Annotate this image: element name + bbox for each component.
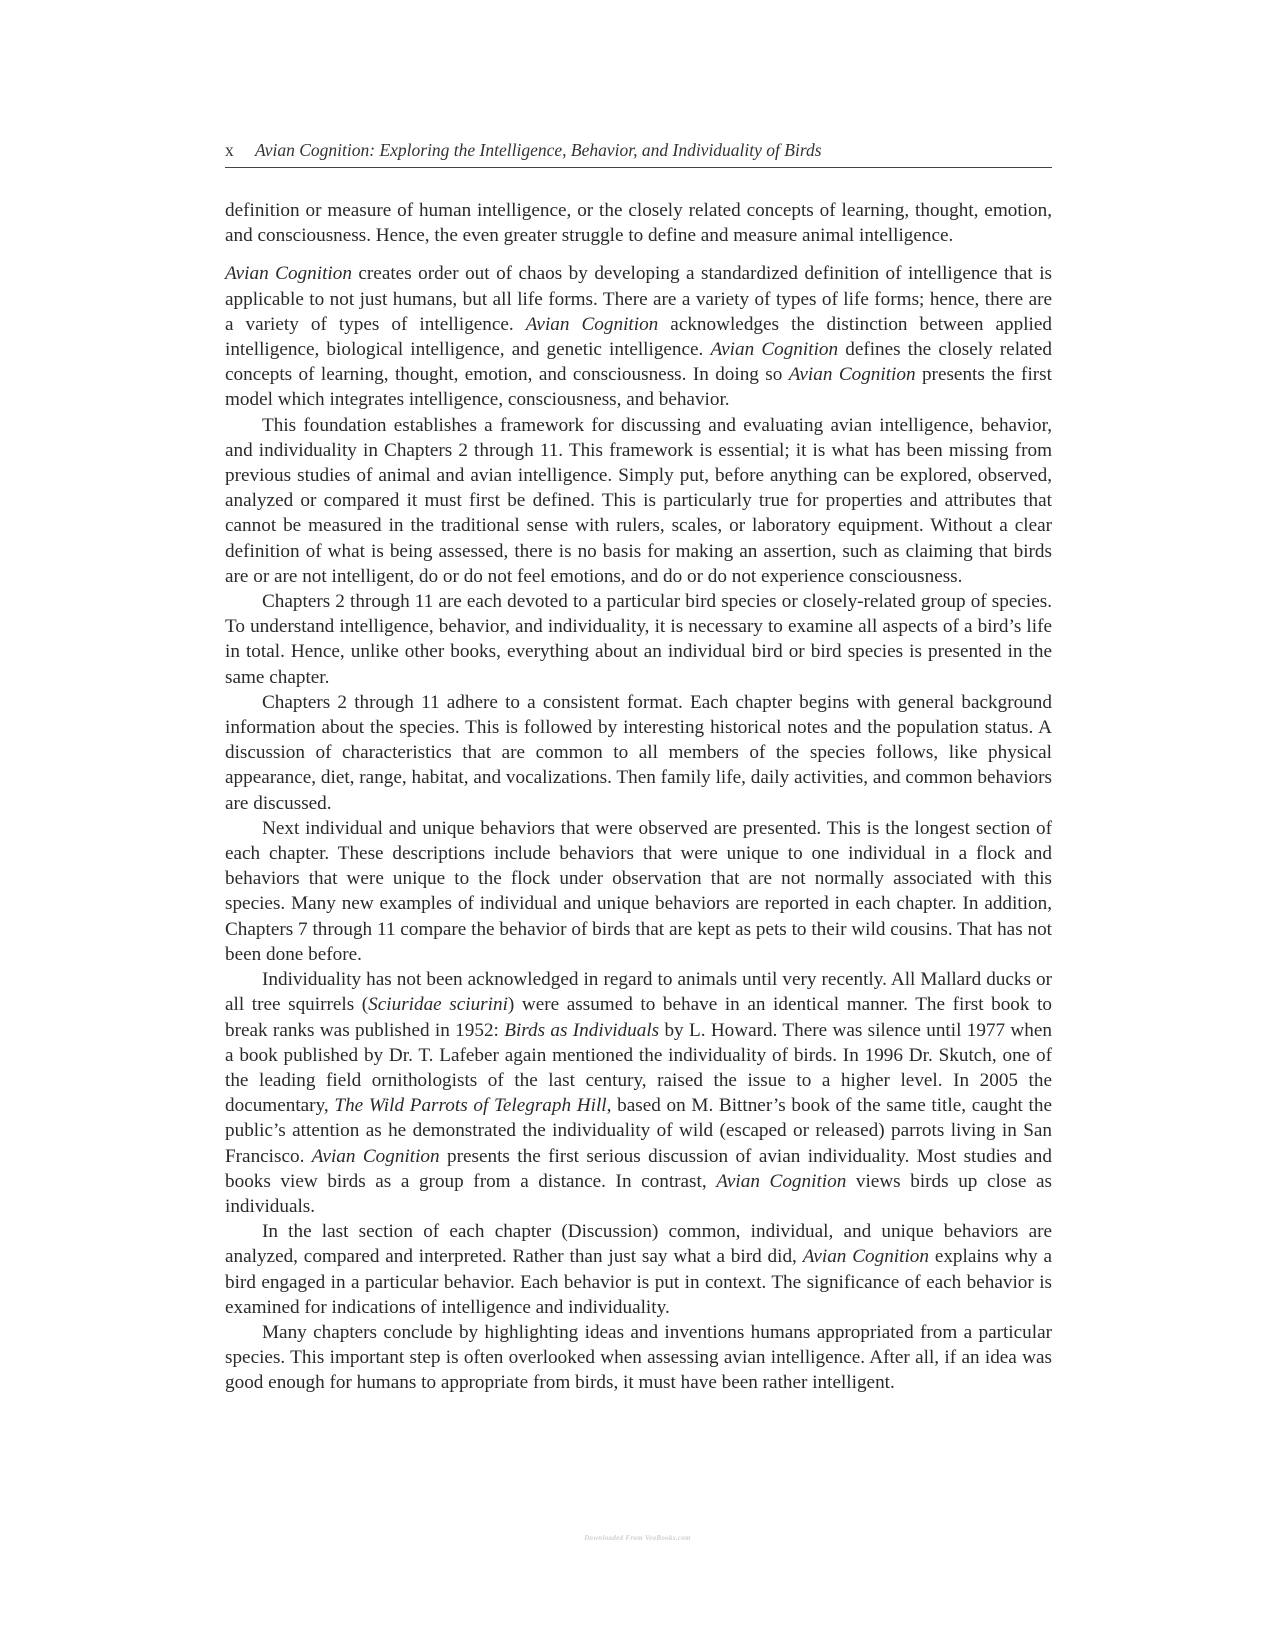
book-title-reference: Avian Cognition [225,263,352,285]
page [225,138,1052,1396]
paragraph-8: In the last section of each chapter (Discussion) common, individual, and unique behaviors are analyzed, compared and interpreted. Rather than just say what a bird did, Avian Cognition explains why a bird engaged in a particular behavior. Each behavior is put in context. The significance of each behavior is examined for indications of intelligence and individuality. [225,1221,1052,1318]
running-head [225,138,1052,168]
paragraph-4: Chapters 2 through 11 are each devoted to a particular bird species or closely-related group of species. To understand intelligence, behavior, and individuality, it is necessary to examine all aspects of a bird’s life in total. Hence, unlike other books, everything about an individual bird or bird species is presented in the same chapter. [225,591,1052,688]
page-number: x [225,140,234,160]
species-name: Sciuridae sciurini [368,994,508,1016]
paragraph-1: definition or measure of human intelligence, or the closely related concepts of learning, thought, emotion, and consciousness. Hence, the even greater struggle to define and measure animal intelligence. [225,200,1052,247]
book-title-reference: Avian Cognition [710,339,839,361]
paragraph-5: Chapters 2 through 11 adhere to a consistent format. Each chapter begins with general background information about the species. This is followed by interesting historical notes and the population status. A discussion of characteristics that are common to all members of the species follows, like physical appearance, diet, range, habitat, and vocalizations. Then family life, daily activities, and common behaviors are discussed. [225,691,1052,814]
paragraph-6: Next individual and unique behaviors that were observed are presented. This is the longest section of each chapter. These descriptions include behaviors that were unique to one individual in a flock and behaviors that were unique to the flock under observation that are not normally associated with this species. Many new examples of individual and unique behaviors are reported in each chapter. In addition, Chapters 7 through 11 compare the behavior of birds that are kept as pets to their wild cousins. That has not been done before. [225,817,1052,965]
paragraph-9: Many chapters conclude by highlighting ideas and inventions humans appropriated from a particular species. This important step is often overlooked when assessing avian intelligence. After all, if an idea was good enough for humans to appropriate from birds, it must have been rather intelligent. [225,1321,1052,1394]
paragraph-7: Individuality has not been acknowledged in regard to animals until very recently. All Mallard ducks or all tree squirrels (Sciuridae sciurini) were assumed to behave in an identical manner. The first book to break ranks was published in 1952: Birds as Individuals by L. Howard. There was silence until 1977 when a book published by Dr. T. Lafeber again mentioned the individuality of birds. In 1996 Dr. Skutch, one of the leading field ornithologists of the last century, raised the issue to a higher level. In 2005 the documentary, The Wild Parrots of Telegraph Hill, based on M. Bittner’s book of the same title, caught the public’s attention as he demonstrated the individuality of wild (escaped or released) parrots living in San Francisco. Avian Cognition presents the first serious discussion of avian individuality. Most studies and books view birds as a group from a distance. In contrast, Avian Cognition views birds up close as individuals. [225,969,1053,1217]
book-title-reference: Birds as Individuals [504,1019,660,1041]
book-title-reference: Avian Cognition [802,1246,929,1268]
documentary-title: The Wild Parrots of Telegraph Hill [334,1095,607,1117]
book-title-reference: Avian Cognition [311,1145,440,1167]
paragraph-3: This foundation establishes a framework for discussing and evaluating avian intelligence, behavior, and individuality in Chapters 2 through 11. This framework is essential; it is what has been missing from previous studies of animal and avian intelligence. Simply put, before anything can be explored, observed, analyzed or compared it must first be defined. This is particularly true for properties and attributes that cannot be measured in the traditional sense with rulers, scales, or laboratory equipment. Without a clear definition of what is being assessed, there is no basis for making an assertion, such as claiming that birds are or are not intelligent, do or do not feel emotions, and do or do not experience consciousness. [225,414,1052,587]
book-title: Avian Cognition: Exploring the Intelligence, Behavior, and Individuality of Birds [255,140,822,160]
book-title-reference: Avian Cognition [525,313,659,335]
body-text [225,198,1052,1396]
book-title-reference: Avian Cognition [716,1170,847,1192]
book-title-reference: Avian Cognition [788,364,916,386]
download-watermark: Downloaded From VeoBooks.com [584,1534,691,1542]
paragraph-2: Avian Cognition creates order out of chaos by developing a standardized definition of intelligence that is applicable to not just humans, but all life forms. There are a variety of types of life forms; hence, there are a variety of types of intelligence. Avian Cognition acknowledges the distinction between applied intelligence, biological intelligence, and genetic intelligence. Avian Cognition defines the closely related concepts of learning, thought, emotion, and consciousness. In doing so Avian Cognition presents the first model which integrates intelligence, consciousness, and behavior. [225,263,1052,411]
